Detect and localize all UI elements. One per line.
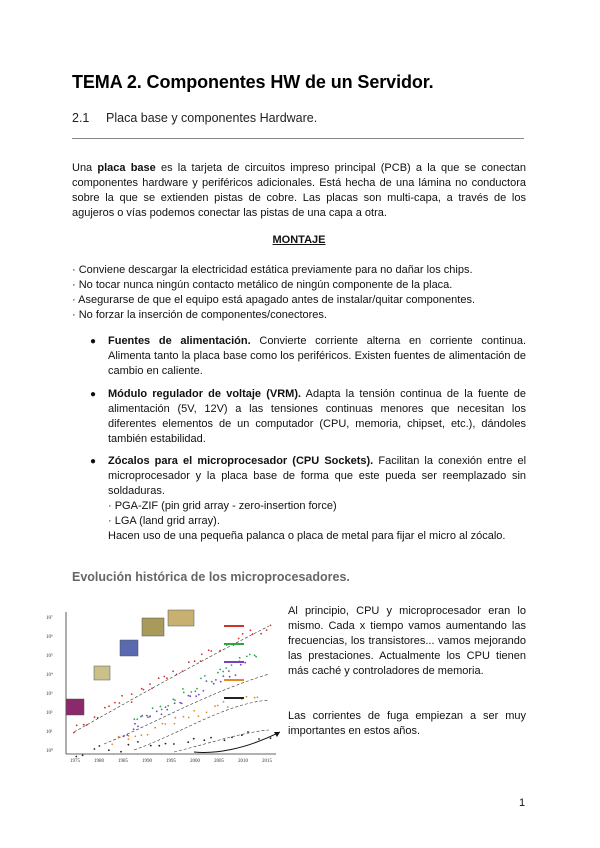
y-tick-label: 10⁴ (46, 673, 53, 678)
data-point (147, 716, 149, 718)
data-point (242, 633, 244, 635)
y-tick-label: 10² (46, 711, 53, 716)
data-point (174, 723, 176, 725)
data-point (211, 681, 213, 683)
intro-pre: Una (72, 162, 98, 174)
data-point (235, 674, 237, 676)
data-point (141, 715, 143, 717)
bullet-body (108, 387, 526, 447)
note-item: · Conviene descargar la electricidad estática previamente para no dañar los chips. (72, 264, 473, 276)
data-point (214, 705, 216, 707)
x-tick-label: 1995 (166, 759, 176, 764)
data-point (198, 715, 200, 717)
data-point (166, 677, 168, 679)
bullet-icon: ● (90, 456, 97, 467)
y-tick-label: 10⁰ (46, 749, 54, 754)
data-point (165, 706, 167, 708)
data-point (255, 656, 257, 658)
data-point (160, 706, 162, 708)
data-point (137, 726, 139, 728)
data-point (228, 670, 230, 672)
bullet-closing: Hacen uso de una pequeña palanca o placa de metal para fijar el micro al zócalo. (108, 530, 506, 543)
data-point (166, 709, 168, 711)
data-point (208, 649, 210, 651)
data-point (240, 664, 242, 666)
data-point (210, 650, 212, 652)
x-tick-label: 1985 (118, 759, 128, 764)
data-point (183, 692, 185, 694)
x-tick-label: 1975 (70, 759, 80, 764)
data-point (203, 739, 205, 741)
data-point (150, 745, 152, 747)
data-point (82, 754, 84, 756)
intro-bold-term: placa base (97, 162, 156, 174)
chip-image (168, 610, 194, 626)
data-point (190, 691, 192, 693)
bullet-text: Convierte corriente alterna en corriente continua. Alimenta tanto la placa base como los periféricos. Existen fuentes de alimentación de cambio en caliente. (108, 335, 526, 378)
data-point (194, 690, 196, 692)
data-point (94, 716, 96, 718)
data-point (75, 756, 77, 758)
data-point (161, 709, 163, 711)
data-point (172, 698, 174, 700)
data-point (162, 723, 164, 725)
data-point (193, 710, 195, 712)
bullet-icon: ● (90, 336, 97, 347)
data-point (222, 675, 224, 677)
data-point (149, 715, 151, 717)
chip-image (94, 666, 110, 680)
data-point (213, 683, 215, 685)
data-point (250, 629, 252, 631)
data-point (260, 633, 262, 635)
y-tick-label: 10⁶ (46, 635, 53, 640)
data-point (111, 743, 113, 745)
data-point (254, 654, 256, 656)
data-point (133, 718, 135, 720)
data-point (163, 676, 165, 678)
bullet-text: Facilitan la conexión entre el microprocesador y la placa base de forma que este pueda ser reemplazado sin soldaduras. (108, 455, 527, 498)
x-tick-label: 2005 (214, 759, 224, 764)
data-point (121, 695, 123, 697)
bullet-term: Fuentes de alimentación. (108, 335, 251, 347)
data-point (195, 695, 197, 697)
data-point (83, 724, 85, 726)
data-point (266, 629, 268, 631)
bullet-text: Adapta la tensión continua de la fuente de alimentación (5V, 12V) a las tensiones continuas menores que necesitan los diferentes elementos de un computador (CPU, memoria, chipset, etc.), dándoles también estabilidad. (108, 388, 526, 446)
bullet-icon: ● (90, 389, 97, 400)
data-point (167, 705, 169, 707)
data-point (206, 712, 208, 714)
microprocessor-trend-figure (44, 604, 280, 764)
data-point (244, 662, 246, 664)
data-point (194, 660, 196, 662)
side-paragraph: Las corrientes de fuga empiezan a ser muy importantes en estos años. (288, 710, 526, 738)
data-point (174, 699, 176, 701)
data-point (270, 737, 272, 739)
data-point (119, 702, 121, 704)
data-point (114, 702, 116, 704)
data-point (225, 667, 227, 669)
data-point (174, 717, 176, 719)
data-point (227, 706, 229, 708)
chip-image (120, 640, 138, 656)
bullet-body (108, 334, 526, 379)
data-point (134, 723, 136, 725)
data-point (136, 718, 138, 720)
data-point (165, 743, 167, 745)
data-point (210, 737, 212, 739)
data-point (182, 670, 184, 672)
x-tick-label: 1980 (94, 759, 104, 764)
data-point (231, 664, 233, 666)
data-point (203, 690, 205, 692)
data-point (158, 677, 160, 679)
data-point (219, 669, 221, 671)
bullet-subitem: · PGA-ZIF (pin grid array - zero-insertion force) (108, 500, 337, 513)
data-point (158, 745, 160, 747)
data-point (174, 702, 176, 704)
data-point (246, 696, 248, 698)
data-point (217, 672, 219, 674)
y-tick-label: 10¹ (46, 730, 53, 735)
data-point (182, 688, 184, 690)
data-point (223, 701, 225, 703)
data-point (183, 716, 185, 718)
data-point (133, 728, 135, 730)
data-point (220, 681, 222, 683)
data-point (215, 679, 217, 681)
data-point (146, 715, 148, 717)
y-tick-label: 10⁷ (46, 616, 53, 621)
data-point (189, 695, 191, 697)
page-title: TEMA 2. Componentes HW de un Servidor. (72, 72, 434, 92)
section-subtitle-text: Placa base y componentes Hardware. (106, 111, 318, 125)
bullet-term: Zócalos para el microprocesador (CPU Sockets). (108, 455, 374, 467)
data-point (99, 745, 101, 747)
data-point (134, 736, 136, 738)
data-point (258, 738, 260, 740)
data-point (128, 738, 130, 740)
data-point (188, 717, 190, 719)
x-tick-label: 2010 (238, 759, 248, 764)
data-point (239, 657, 241, 659)
chip-image (66, 699, 84, 715)
y-tick-label: 10³ (46, 692, 53, 697)
data-point (141, 734, 143, 736)
section-number: 2.1 (72, 111, 90, 125)
x-tick-label: 2015 (262, 759, 272, 764)
data-point (141, 688, 143, 690)
chip-image (142, 618, 164, 636)
data-point (149, 683, 151, 685)
data-point (76, 725, 78, 727)
data-point (164, 723, 166, 725)
data-point (200, 678, 202, 680)
data-point (206, 680, 208, 682)
data-point (172, 670, 174, 672)
bullet-body (108, 454, 526, 545)
data-point (224, 739, 226, 741)
data-point (181, 703, 183, 705)
data-point (238, 638, 240, 640)
data-point (108, 749, 110, 751)
section-heading-evolucion: Evolución histórica de los microprocesadores. (72, 570, 350, 584)
data-point (229, 676, 231, 678)
data-point (118, 736, 120, 738)
data-point (128, 735, 130, 737)
section-subtitle (72, 111, 317, 125)
data-point (270, 625, 272, 627)
x-tick-label: 1990 (142, 759, 152, 764)
x-tick-label: 2000 (190, 759, 200, 764)
data-point (246, 656, 248, 658)
intro-post: es la tarjeta de circuitos impreso principal (PCB) a la que se conectan componentes hardware y periféricos adicionales. Está hecha de una lámina no conductora sobre la que se extienden pistas de cobre. Las placas son multi-capa, a través de los agujeros o vías podemos conectar las pistas de una capa a otra. (72, 162, 526, 220)
data-point (254, 697, 256, 699)
data-point (156, 711, 158, 713)
data-point (201, 653, 203, 655)
data-point (187, 741, 189, 743)
horizontal-divider (72, 138, 524, 139)
note-item: · Asegurarse de que el equipo está apagado antes de instalar/quitar componentes. (72, 294, 475, 307)
data-point (188, 695, 190, 697)
data-point (120, 751, 122, 753)
intro-paragraph (72, 161, 526, 221)
note-item: · No forzar la inserción de componentes/conectores. (72, 309, 327, 322)
data-point (94, 748, 96, 750)
data-point (108, 705, 110, 707)
data-point (257, 696, 259, 698)
page-number: 1 (519, 797, 526, 809)
data-point (154, 727, 156, 729)
data-point (173, 743, 175, 745)
bullet-subitem: · LGA (land grid array). (108, 515, 220, 528)
x-tick-labels (70, 759, 273, 764)
side-paragraph: Al principio, CPU y microprocesador eran lo mismo. Cada x tiempo vamos aumentando las frecuencias, los transistores... vamos mejorando las prestaciones. Actualmente los CPU tienen más caché y controladores de memoria. (288, 605, 526, 678)
data-point (147, 734, 149, 736)
data-point (131, 701, 133, 703)
data-point (198, 694, 200, 696)
note-item: · No tocar nunca ningún contacto metálico de ningún componente de la placa. (72, 279, 453, 292)
data-point (247, 731, 249, 733)
data-point (217, 705, 219, 707)
data-point (252, 633, 254, 635)
data-point (143, 689, 145, 691)
data-point (104, 707, 106, 709)
data-point (249, 654, 251, 656)
data-point (222, 671, 224, 673)
y-tick-label: 10⁵ (46, 654, 53, 659)
montaje-notes (72, 263, 526, 323)
data-point (204, 675, 206, 677)
data-point (137, 741, 139, 743)
data-point (193, 738, 195, 740)
bullet-term: Módulo regulador de voltaje (VRM). (108, 388, 302, 400)
data-point (196, 688, 198, 690)
data-point (128, 744, 130, 746)
data-point (131, 693, 133, 695)
data-point (161, 713, 163, 715)
montaje-heading: MONTAJE (272, 234, 326, 246)
data-point (188, 661, 190, 663)
data-point (152, 707, 154, 709)
